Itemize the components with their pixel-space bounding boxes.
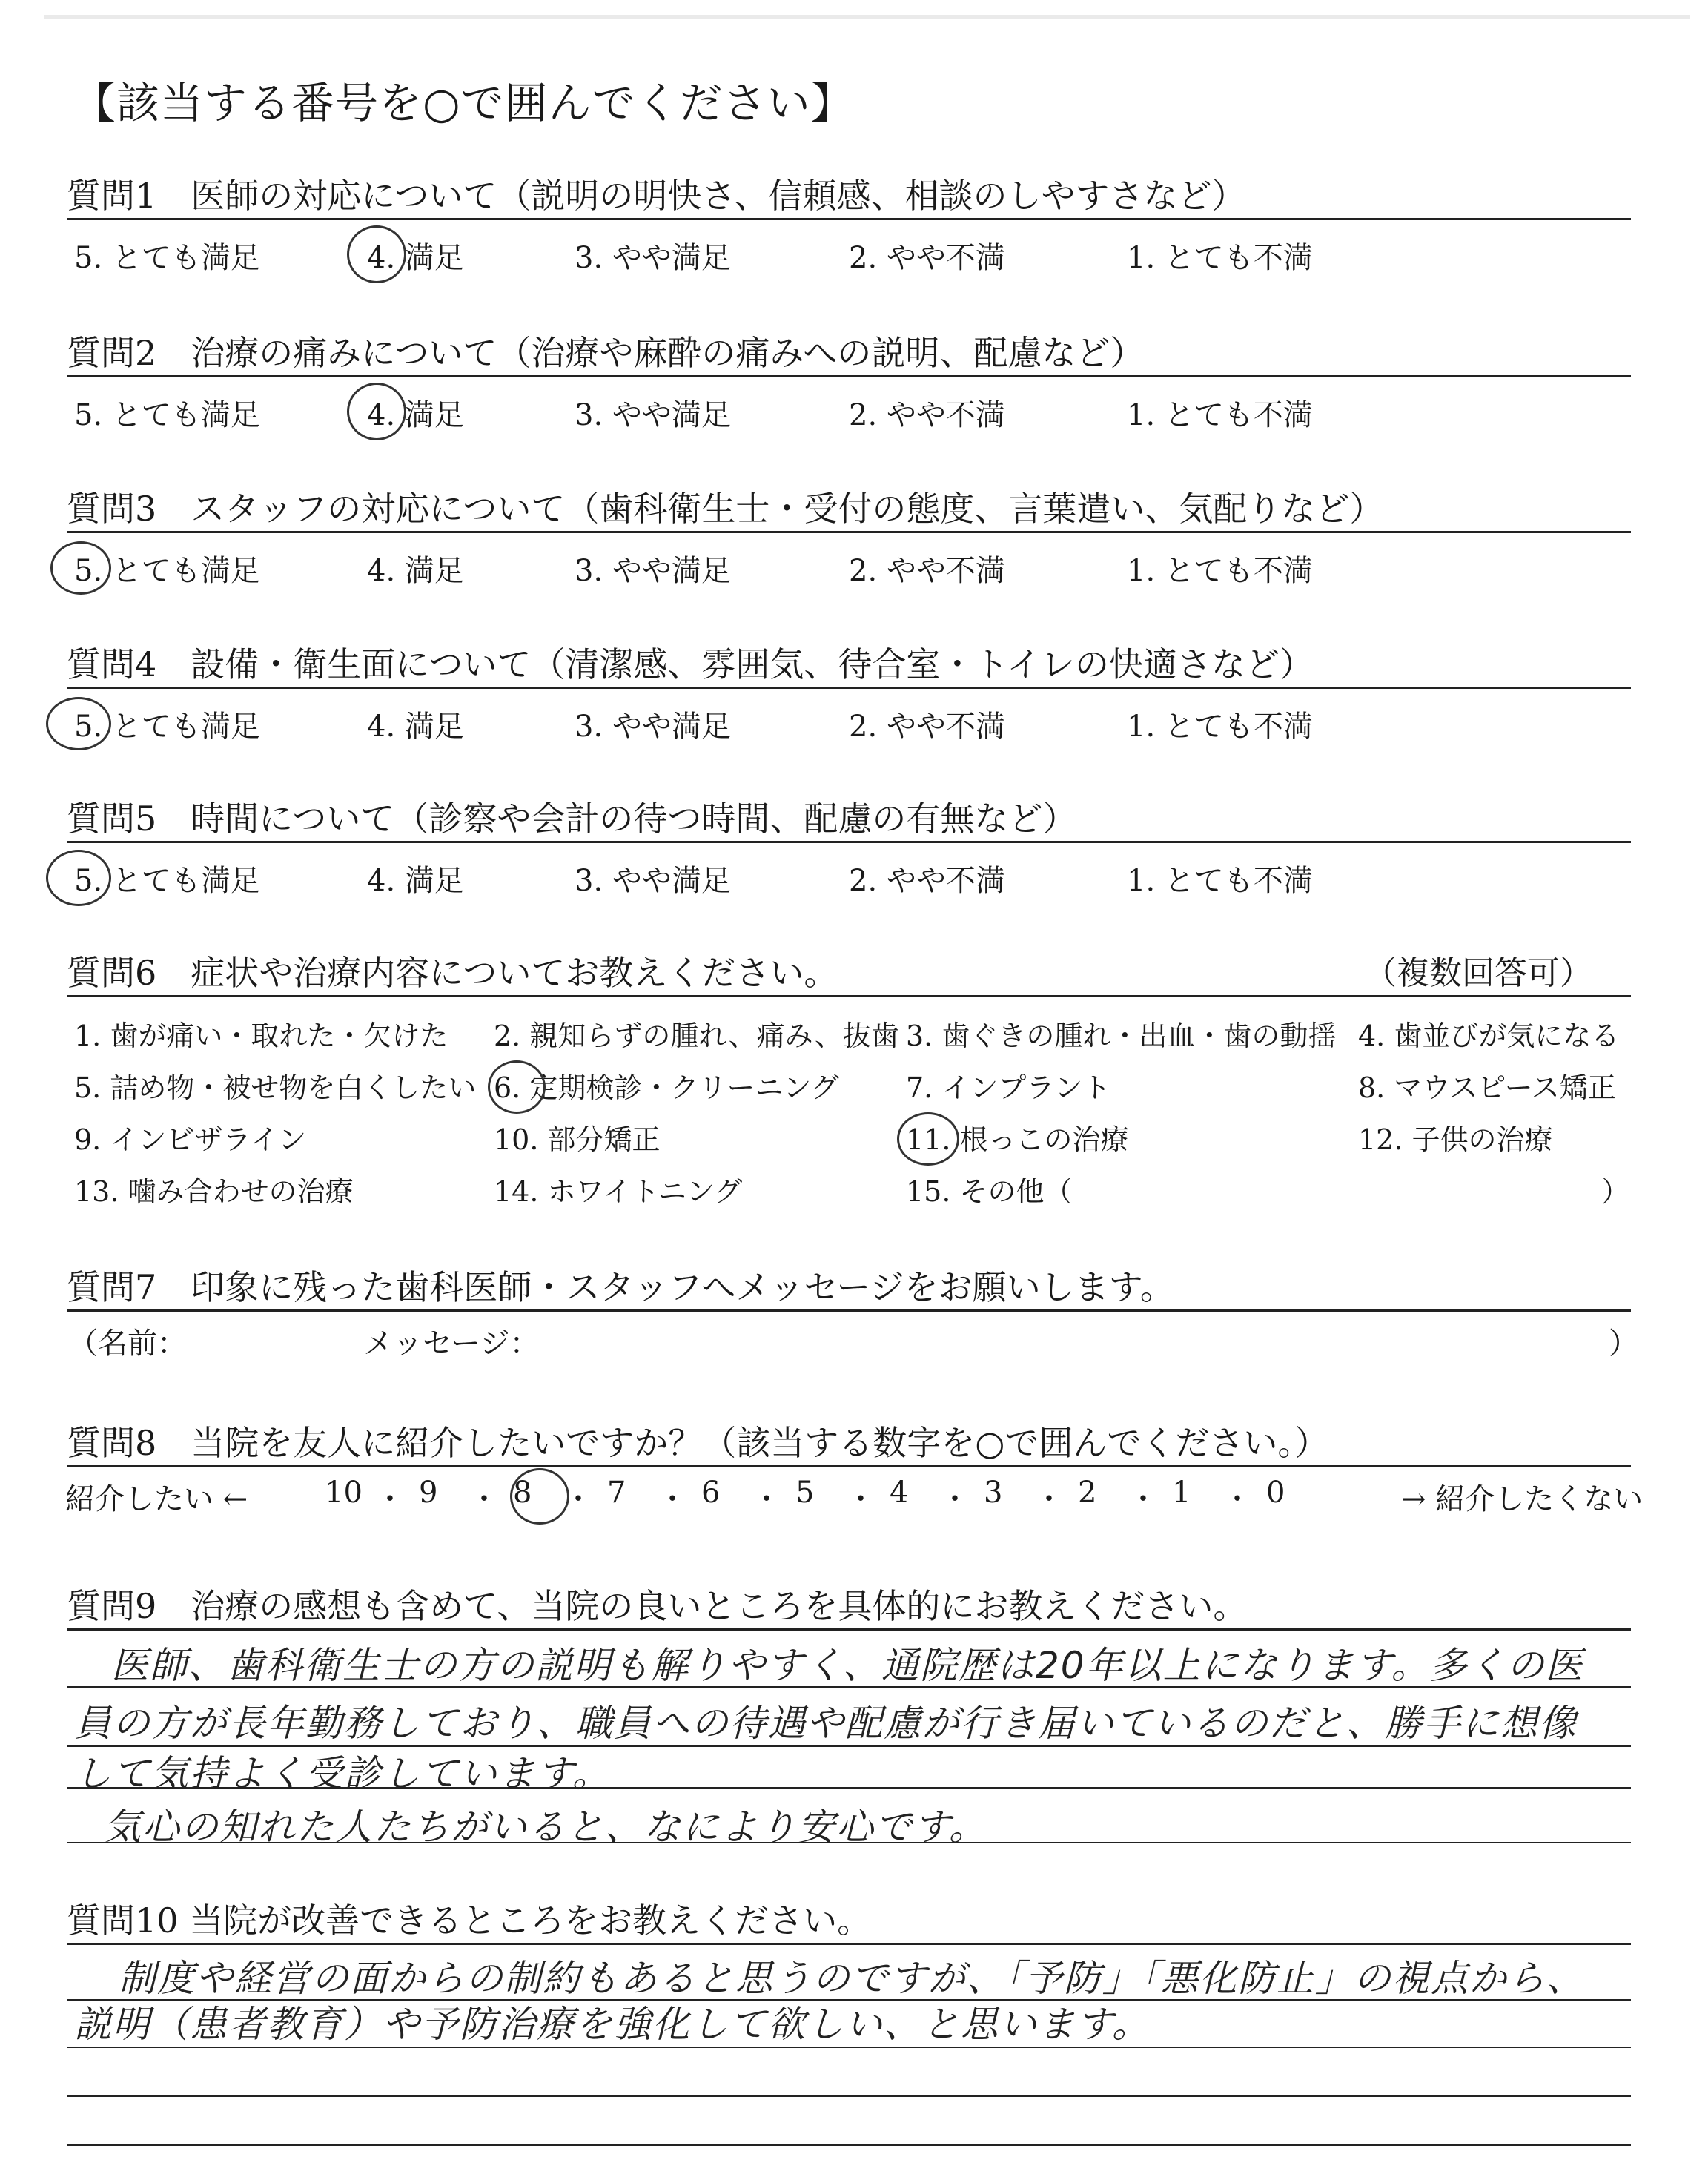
q6-option-3[interactable]: 3. 歯ぐきの腫れ・出血・歯の動揺 [906,1020,1337,1052]
q3-option-4[interactable]: 4. 満足 [367,554,464,588]
q6-options-grid [74,1013,1631,1213]
q6-rule [67,995,1631,997]
q8-separator: ・ [846,1482,875,1516]
q6-option-10[interactable]: 10. 部分矯正 [494,1123,661,1156]
q7-rule [67,1309,1631,1312]
q3-option-3[interactable]: 3. やや満足 [575,554,731,588]
q2-option-5[interactable]: 5. とても満足 [74,398,260,432]
q2-option-3[interactable]: 3. やや満足 [575,398,731,432]
q6-option-2[interactable]: 2. 親知らずの腫れ、痛み、抜歯 [494,1020,899,1052]
q8-value-10[interactable]: 10 [325,1476,363,1510]
q1-option-5[interactable]: 5. とても満足 [74,241,260,275]
q4-option-5[interactable]: 5. とても満足 [74,710,260,744]
q6-option-12[interactable]: 12. 子供の治療 [1358,1123,1553,1156]
q8-separator: ・ [1222,1482,1252,1516]
q7-name-label: （名前： [68,1327,187,1361]
q8-left-label: 紹介したい ← [65,1482,248,1516]
q2-selected-circle [347,383,406,440]
q9-answer-line: 医師、歯科衛生士の方の説明も解りやすく、通院歴は20年以上になります。多くの医 [111,1644,1584,1687]
q1-option-4[interactable]: 4. 満足 [367,241,464,275]
q8-value-5[interactable]: 5 [795,1476,815,1510]
q6-option-4[interactable]: 4. 歯並びが気になる [1358,1020,1620,1052]
q2-option-2[interactable]: 2. やや不満 [849,398,1005,432]
q8-rule [67,1465,1631,1467]
q5-selected-circle [46,850,111,906]
q4-option-1[interactable]: 1. とても不満 [1127,710,1313,744]
q2-option-4[interactable]: 4. 満足 [367,398,464,432]
q6-option-5[interactable]: 5. 詰め物・被せ物を白くしたい [74,1071,477,1104]
q10-answer-line: 説明（患者教育）や予防治療を強化して欲しい、と思います。 [74,2003,1151,2046]
q2-rule [67,375,1631,377]
q8-value-0[interactable]: 0 [1266,1476,1285,1510]
q1-option-1[interactable]: 1. とても不満 [1127,241,1313,275]
q5-option-5[interactable]: 5. とても満足 [74,864,260,898]
q7-heading: 質問7 印象に残った歯科医師・スタッフへメッセージをお願いします。 [67,1267,1174,1307]
q5-option-4[interactable]: 4. 満足 [367,864,464,898]
q5-option-2[interactable]: 2. やや不満 [849,864,1005,898]
q6-option-13[interactable]: 13. 噛み合わせの治療 [74,1175,354,1208]
q6-option-15[interactable]: 15. その他（ [906,1175,1073,1208]
q6-option-9[interactable]: 9. インビザライン [74,1123,307,1156]
q10-writing-line [67,2144,1631,2146]
q5-heading: 質問5 時間について（診察や会計の待つ時間、配慮の有無など） [67,799,1077,839]
q8-separator: ・ [658,1482,687,1516]
q5-options [74,857,1334,898]
q6-option-14[interactable]: 14. ホワイトニング [494,1175,743,1208]
q6-option-8[interactable]: 8. マウスピース矯正 [1358,1071,1616,1104]
q8-value-2[interactable]: 2 [1078,1476,1097,1510]
q4-options [74,703,1334,744]
q8-value-6[interactable]: 6 [701,1476,721,1510]
q8-value-7[interactable]: 7 [607,1476,626,1510]
q6-option-7[interactable]: 7. インプラント [906,1071,1111,1104]
q10-heading: 質問10 当院が改善できるところをお教えください。 [67,1900,872,1941]
q9-answer-line: して気持よく受診しています。 [74,1752,611,1795]
q10-answer-line: 制度や経営の面からの制約もあると思うのですが、「予防」「悪化防止」の視点から、 [119,1957,1585,2000]
q4-rule [67,687,1631,689]
q8-separator: ・ [469,1482,499,1516]
q3-option-1[interactable]: 1. とても不満 [1127,554,1313,588]
q1-options [74,234,1334,275]
q9-heading: 質問9 治療の感想も含めて、当院の良いところを具体的にお教えください。 [67,1586,1248,1626]
q2-option-1[interactable]: 1. とても不満 [1127,398,1313,432]
q1-option-2[interactable]: 2. やや不満 [849,241,1005,275]
q2-options [74,392,1334,432]
q4-selected-circle [46,697,111,750]
q6-selected-circle-6 [488,1060,546,1114]
q8-right-label: → 紹介したくない [1401,1482,1644,1516]
q8-value-4[interactable]: 4 [890,1476,909,1510]
q8-value-8[interactable]: 8 [513,1476,532,1510]
q7-message-label: メッセージ： [363,1327,540,1361]
q10-writing-line [67,2095,1631,2097]
q10-rule [67,1943,1631,1945]
q6-option-6[interactable]: 6. 定期検診・クリーニング [494,1071,839,1104]
q1-heading: 質問1 医師の対応について（説明の明快さ、信頼感、相談のしやすさなど） [67,176,1246,216]
q1-rule [67,218,1631,220]
q8-separator: ・ [1034,1482,1064,1516]
q5-option-3[interactable]: 3. やや満足 [575,864,731,898]
q8-separator: ・ [940,1482,970,1516]
q6-option-1[interactable]: 1. 歯が痛い・取れた・欠けた [74,1020,448,1052]
q3-rule [67,531,1631,533]
q6-selected-circle-11 [897,1112,959,1166]
q4-option-3[interactable]: 3. やや満足 [575,710,731,744]
q7-close-paren: ） [1609,1327,1638,1361]
q4-option-4[interactable]: 4. 満足 [367,710,464,744]
q8-value-1[interactable]: 1 [1172,1476,1191,1510]
q8-scale [65,1476,1644,1520]
q6-option-15-close: ） [1601,1175,1630,1208]
q3-heading: 質問3 スタッフの対応について（歯科衛生士・受付の態度、言葉遣い、気配りなど） [67,489,1384,529]
q5-rule [67,841,1631,843]
q4-option-2[interactable]: 2. やや不満 [849,710,1005,744]
q9-answer-line: 員の方が長年勤務しており、職員への待遇や配慮が行き届いているのだと、勝手に想像 [74,1702,1578,1745]
q6-heading: 質問6 症状や治療内容についてお教えください。 [67,953,838,993]
q8-separator: ・ [1128,1482,1158,1516]
page-title: 【該当する番号を○で囲んでください】 [73,78,855,128]
q3-option-2[interactable]: 2. やや不満 [849,554,1005,588]
q3-options [74,547,1334,588]
q3-option-5[interactable]: 5. とても満足 [74,554,260,588]
q6-multi-note: （複数回答可） [1364,954,1592,992]
q8-value-3[interactable]: 3 [984,1476,1003,1510]
q8-separator: ・ [375,1482,405,1516]
q5-option-1[interactable]: 1. とても不満 [1127,864,1313,898]
q8-separator: ・ [752,1482,781,1516]
q8-separator: ・ [563,1482,593,1516]
q3-selected-circle [50,541,111,595]
q2-heading: 質問2 治療の痛みについて（治療や麻酔の痛みへの説明、配慮など） [67,333,1145,373]
q8-heading: 質問8 当院を友人に紹介したいですか？（該当する数字を○で囲んでください。） [67,1423,1329,1463]
q1-option-3[interactable]: 3. やや満足 [575,241,731,275]
q6-option-11[interactable]: 11. 根っこの治療 [906,1123,1129,1156]
q9-rule [67,1628,1631,1631]
top-border [44,15,1690,19]
q4-heading: 質問4 設備・衛生面について（清潔感、雰囲気、待合室・トイレの快適さなど） [67,644,1314,684]
q8-value-9[interactable]: 9 [419,1476,438,1510]
q9-answer-line: 気心の知れた人たちがいると、なにより安心です。 [104,1806,987,1849]
q1-selected-circle [347,225,406,283]
q8-selected-circle [510,1468,569,1525]
